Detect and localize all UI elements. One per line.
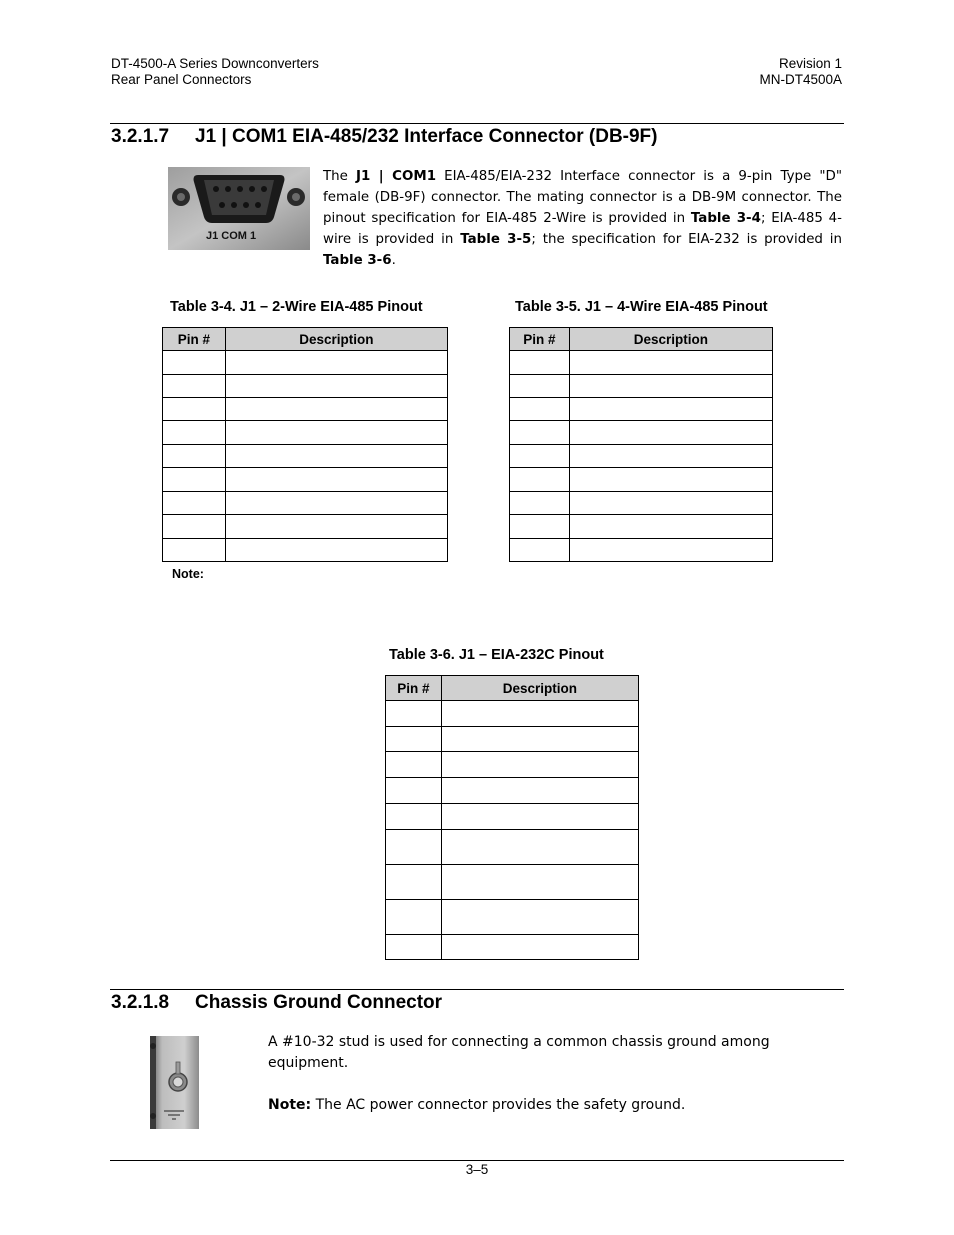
description-cell	[225, 421, 447, 445]
pin-cell	[163, 375, 226, 398]
description-cell	[225, 468, 447, 492]
pin-cell	[510, 351, 570, 375]
para-ref-table-3-6: Table 3-6	[323, 253, 392, 268]
header-left	[111, 56, 319, 88]
table-3-5	[509, 327, 773, 562]
table-row	[163, 515, 448, 539]
table-3-6-col-description: Description	[441, 676, 638, 701]
description-cell	[569, 515, 772, 539]
table-row	[163, 445, 448, 468]
ground-stud-icon	[150, 1036, 199, 1129]
table-3-4	[162, 327, 448, 562]
section2-paragraph: A #10-32 stud is used for connecting a common chassis ground among equipment.	[268, 1034, 770, 1071]
pin-cell	[163, 468, 226, 492]
page-number: 3–5	[465, 1162, 489, 1177]
description-cell	[569, 351, 772, 375]
table-row	[386, 804, 639, 830]
description-cell	[441, 701, 638, 727]
section-heading-3-2-1-7	[111, 126, 658, 148]
doc-number: MN-DT4500A	[759, 72, 842, 87]
pin-cell	[510, 375, 570, 398]
pin-cell	[510, 492, 570, 515]
pin-cell	[510, 445, 570, 468]
table-row	[386, 701, 639, 727]
table-row	[510, 398, 773, 421]
table-row	[510, 468, 773, 492]
description-cell	[441, 804, 638, 830]
para-text: The	[323, 169, 356, 184]
description-cell	[441, 727, 638, 752]
pin-cell	[163, 351, 226, 375]
section-number: 3.2.1.7	[111, 126, 170, 147]
table-row	[510, 515, 773, 539]
description-cell	[569, 421, 772, 445]
table-row	[386, 778, 639, 804]
table-3-5-col-description: Description	[569, 328, 772, 351]
note-label: Note:	[268, 1097, 312, 1113]
section1-paragraph	[323, 166, 842, 271]
para-bold-j1com1: J1 | COM1	[356, 169, 437, 184]
para-text: ; EIA-485 4-wire is provided in	[323, 211, 842, 247]
section-heading-3-2-1-8	[111, 992, 442, 1014]
note-text: The AC power connector provides the safety ground.	[311, 1097, 686, 1113]
pin-cell	[386, 935, 442, 960]
pin-cell	[386, 727, 442, 752]
pin-cell	[386, 865, 442, 900]
pin-cell	[163, 515, 226, 539]
description-cell	[225, 539, 447, 562]
description-cell	[225, 515, 447, 539]
table-row	[163, 492, 448, 515]
pin-cell	[510, 398, 570, 421]
table-row	[510, 539, 773, 562]
pin-cell	[163, 539, 226, 562]
table-3-6-caption: Table 3-6. J1 – EIA-232C Pinout	[389, 647, 604, 663]
para-text: .	[391, 253, 396, 268]
db9f-connector-icon	[168, 167, 310, 250]
table-row	[163, 375, 448, 398]
table-row	[510, 445, 773, 468]
para-ref-table-3-4: Table 3-4	[690, 211, 761, 226]
doc-title: DT-4500-A Series Downconverters	[111, 56, 319, 71]
table-3-4-col-pin: Pin #	[163, 328, 226, 351]
table-row	[386, 727, 639, 752]
table-3-4-col-description: Description	[225, 328, 447, 351]
pin-cell	[163, 445, 226, 468]
table-3-6	[385, 675, 639, 960]
section-rule-top	[110, 123, 844, 124]
pin-cell	[510, 539, 570, 562]
table-row	[510, 351, 773, 375]
table-row	[163, 351, 448, 375]
header-right	[759, 56, 842, 88]
description-cell	[569, 539, 772, 562]
pin-cell	[386, 804, 442, 830]
description-cell	[225, 351, 447, 375]
pin-cell	[510, 421, 570, 445]
table-3-4-caption: Table 3-4. J1 – 2-Wire EIA-485 Pinout	[170, 299, 423, 315]
para-ref-table-3-5: Table 3-5	[460, 232, 532, 247]
description-cell	[441, 900, 638, 935]
pin-cell	[163, 398, 226, 421]
pin-cell	[386, 701, 442, 727]
table-row	[386, 865, 639, 900]
db9f-connector-photo	[168, 167, 310, 250]
section-number: 3.2.1.8	[111, 992, 170, 1013]
doc-chapter: Rear Panel Connectors	[111, 72, 252, 87]
description-cell	[441, 752, 638, 778]
description-cell	[569, 398, 772, 421]
doc-revision: Revision 1	[778, 56, 842, 71]
table-row	[163, 421, 448, 445]
section2-note	[268, 1095, 828, 1116]
description-cell	[225, 445, 447, 468]
description-cell	[441, 935, 638, 960]
description-cell	[569, 445, 772, 468]
section-title: J1 | COM1 EIA-485/232 Interface Connector (DB-9F)	[195, 126, 658, 147]
description-cell	[225, 492, 447, 515]
description-cell	[441, 778, 638, 804]
chassis-ground-photo	[150, 1036, 199, 1129]
description-cell	[441, 830, 638, 865]
description-cell	[225, 375, 447, 398]
pin-cell	[163, 421, 226, 445]
table-3-4-note: Note:	[172, 567, 204, 581]
pin-cell	[386, 830, 442, 865]
footer-rule	[110, 1160, 844, 1161]
pin-cell	[510, 468, 570, 492]
para-text: EIA-485/EIA-232 Interface connector is a 9-pin Type "D" female (DB-9F) connector. The mating connector is a DB-9M connector. The pinout specification for EIA-485 2-Wire is provided in	[323, 169, 842, 226]
table-row	[510, 421, 773, 445]
table-row	[386, 935, 639, 960]
table-row	[163, 468, 448, 492]
pin-cell	[386, 778, 442, 804]
table-3-5-col-pin: Pin #	[510, 328, 570, 351]
photo-label: J1 COM 1	[206, 230, 257, 242]
description-cell	[569, 492, 772, 515]
table-3-6-col-pin: Pin #	[386, 676, 442, 701]
description-cell	[225, 398, 447, 421]
table-row	[510, 492, 773, 515]
para-text: ; the specification for EIA-232 is provided in	[531, 232, 842, 247]
description-cell	[569, 375, 772, 398]
pin-cell	[163, 492, 226, 515]
table-row	[510, 375, 773, 398]
description-cell	[441, 865, 638, 900]
table-row	[386, 900, 639, 935]
table-row	[163, 539, 448, 562]
description-cell	[569, 468, 772, 492]
pin-cell	[386, 900, 442, 935]
table-row	[386, 752, 639, 778]
pin-cell	[386, 752, 442, 778]
table-row	[163, 398, 448, 421]
table-row	[386, 830, 639, 865]
section-title: Chassis Ground Connector	[195, 992, 443, 1013]
table-3-5-caption: Table 3-5. J1 – 4-Wire EIA-485 Pinout	[515, 299, 768, 315]
section-rule-chassis	[110, 989, 844, 990]
pin-cell	[510, 515, 570, 539]
